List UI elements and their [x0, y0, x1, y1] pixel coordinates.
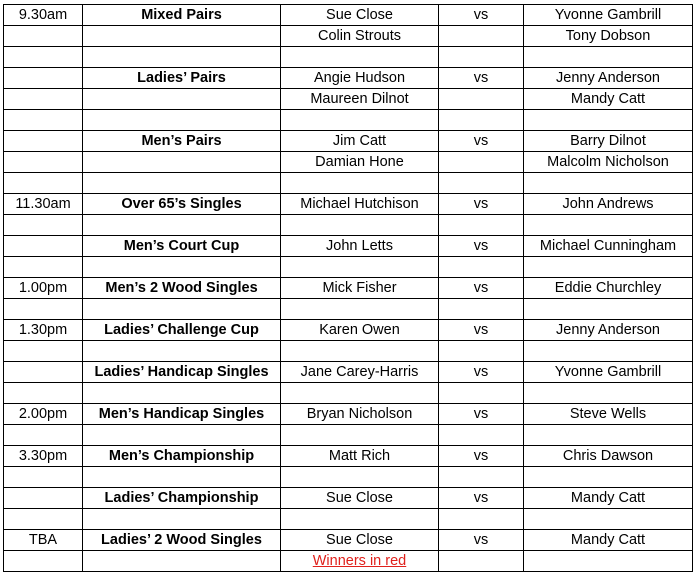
- vs-cell: [439, 26, 524, 47]
- event-cell: Men’s Championship: [83, 446, 281, 467]
- player2-cell: Barry Dilnot: [524, 131, 693, 152]
- fixture-row: [4, 68, 693, 89]
- player1-cell: Michael Hutchison: [281, 194, 439, 215]
- player1-cell: [281, 509, 439, 530]
- event-cell: Mixed Pairs: [83, 5, 281, 26]
- vs-cell: vs: [439, 131, 524, 152]
- time-cell: 2.00pm: [4, 404, 83, 425]
- player2-cell: [524, 110, 693, 131]
- fixture-row: [4, 89, 693, 110]
- event-cell: [83, 89, 281, 110]
- fixture-row: [4, 47, 693, 68]
- vs-cell: [439, 425, 524, 446]
- fixture-row: [4, 341, 693, 362]
- event-cell: Ladies’ Handicap Singles: [83, 362, 281, 383]
- player2-cell: [524, 173, 693, 194]
- event-cell: [83, 299, 281, 320]
- vs-cell: vs: [439, 362, 524, 383]
- event-cell: Men’s Court Cup: [83, 236, 281, 257]
- player1-cell: [281, 215, 439, 236]
- time-cell: [4, 89, 83, 110]
- vs-cell: [439, 110, 524, 131]
- event-cell: [83, 257, 281, 278]
- time-cell: [4, 131, 83, 152]
- time-cell: [4, 362, 83, 383]
- player2-cell: Jenny Anderson: [524, 320, 693, 341]
- time-cell: [4, 110, 83, 131]
- fixture-row: [4, 425, 693, 446]
- player2-cell: [524, 341, 693, 362]
- player1-cell: Maureen Dilnot: [281, 89, 439, 110]
- fixture-row: [4, 488, 693, 509]
- winners-legend: Winners in red: [312, 553, 407, 569]
- vs-cell: vs: [439, 68, 524, 89]
- vs-cell: vs: [439, 194, 524, 215]
- fixture-row: [4, 320, 693, 341]
- legend-cell: [281, 551, 439, 572]
- time-cell: [4, 551, 83, 572]
- event-cell: [83, 173, 281, 194]
- vs-cell: vs: [439, 278, 524, 299]
- vs-cell: vs: [439, 530, 524, 551]
- player2-cell: Tony Dobson: [524, 26, 693, 47]
- legend-row: [4, 551, 693, 572]
- vs-cell: vs: [439, 446, 524, 467]
- vs-cell: [439, 173, 524, 194]
- player2-cell: [524, 299, 693, 320]
- fixture-row: [4, 467, 693, 488]
- player2-cell: [524, 383, 693, 404]
- player1-cell: Jim Catt: [281, 131, 439, 152]
- fixture-row: [4, 152, 693, 173]
- player1-cell: [281, 341, 439, 362]
- fixture-row: [4, 194, 693, 215]
- player2-cell: Eddie Churchley: [524, 278, 693, 299]
- player1-cell: Jane Carey-Harris: [281, 362, 439, 383]
- fixture-row: [4, 530, 693, 551]
- fixture-row: [4, 383, 693, 404]
- time-cell: 9.30am: [4, 5, 83, 26]
- player2-cell: Malcolm Nicholson: [524, 152, 693, 173]
- player1-cell: Matt Rich: [281, 446, 439, 467]
- vs-cell: [439, 509, 524, 530]
- fixture-row: [4, 173, 693, 194]
- player1-cell: Damian Hone: [281, 152, 439, 173]
- event-cell: [83, 551, 281, 572]
- player1-cell: Sue Close: [281, 530, 439, 551]
- vs-cell: [439, 215, 524, 236]
- vs-cell: [439, 341, 524, 362]
- time-cell: [4, 47, 83, 68]
- event-cell: Ladies’ 2 Wood Singles: [83, 530, 281, 551]
- event-cell: Men’s Handicap Singles: [83, 404, 281, 425]
- player2-cell: [524, 215, 693, 236]
- event-cell: [83, 383, 281, 404]
- player2-cell: Mandy Catt: [524, 488, 693, 509]
- time-cell: TBA: [4, 530, 83, 551]
- time-cell: [4, 152, 83, 173]
- event-cell: Ladies’ Pairs: [83, 68, 281, 89]
- player1-cell: John Letts: [281, 236, 439, 257]
- fixture-row: [4, 110, 693, 131]
- time-cell: 11.30am: [4, 194, 83, 215]
- player1-cell: [281, 257, 439, 278]
- vs-cell: vs: [439, 236, 524, 257]
- player1-cell: [281, 467, 439, 488]
- player2-cell: Michael Cunningham: [524, 236, 693, 257]
- player1-cell: Karen Owen: [281, 320, 439, 341]
- event-cell: [83, 467, 281, 488]
- time-cell: [4, 68, 83, 89]
- fixture-row: [4, 26, 693, 47]
- time-cell: 1.30pm: [4, 320, 83, 341]
- fixture-row: [4, 362, 693, 383]
- time-cell: [4, 236, 83, 257]
- vs-cell: vs: [439, 488, 524, 509]
- player1-cell: Colin Strouts: [281, 26, 439, 47]
- player2-cell: Mandy Catt: [524, 530, 693, 551]
- fixture-row: [4, 278, 693, 299]
- time-cell: [4, 383, 83, 404]
- fixture-row: [4, 5, 693, 26]
- time-cell: [4, 425, 83, 446]
- fixture-row: [4, 404, 693, 425]
- event-cell: [83, 26, 281, 47]
- vs-cell: [439, 467, 524, 488]
- player1-cell: [281, 425, 439, 446]
- player1-cell: [281, 383, 439, 404]
- fixture-row: [4, 509, 693, 530]
- event-cell: Ladies’ Challenge Cup: [83, 320, 281, 341]
- player1-cell: Sue Close: [281, 5, 439, 26]
- player2-cell: Yvonne Gambrill: [524, 5, 693, 26]
- vs-cell: [439, 257, 524, 278]
- player2-cell: [524, 551, 693, 572]
- time-cell: [4, 173, 83, 194]
- fixture-row: [4, 131, 693, 152]
- player2-cell: Jenny Anderson: [524, 68, 693, 89]
- time-cell: [4, 257, 83, 278]
- time-cell: [4, 467, 83, 488]
- event-cell: [83, 152, 281, 173]
- time-cell: [4, 26, 83, 47]
- fixture-row: [4, 236, 693, 257]
- event-cell: Men’s 2 Wood Singles: [83, 278, 281, 299]
- player1-cell: Bryan Nicholson: [281, 404, 439, 425]
- event-cell: Men’s Pairs: [83, 131, 281, 152]
- event-cell: [83, 215, 281, 236]
- player2-cell: [524, 425, 693, 446]
- event-cell: [83, 509, 281, 530]
- vs-cell: vs: [439, 404, 524, 425]
- player1-cell: [281, 173, 439, 194]
- event-cell: [83, 110, 281, 131]
- fixtures-body: [4, 5, 693, 551]
- event-cell: [83, 341, 281, 362]
- player2-cell: [524, 47, 693, 68]
- player2-cell: Chris Dawson: [524, 446, 693, 467]
- vs-cell: vs: [439, 5, 524, 26]
- time-cell: [4, 341, 83, 362]
- player1-cell: [281, 47, 439, 68]
- player1-cell: [281, 299, 439, 320]
- time-cell: [4, 509, 83, 530]
- vs-cell: [439, 551, 524, 572]
- player2-cell: [524, 467, 693, 488]
- player1-cell: [281, 110, 439, 131]
- event-cell: [83, 425, 281, 446]
- vs-cell: [439, 47, 524, 68]
- vs-cell: [439, 89, 524, 110]
- vs-cell: [439, 299, 524, 320]
- fixtures-table: [3, 4, 693, 572]
- event-cell: [83, 47, 281, 68]
- time-cell: 1.00pm: [4, 278, 83, 299]
- time-cell: [4, 215, 83, 236]
- time-cell: [4, 488, 83, 509]
- player2-cell: [524, 257, 693, 278]
- time-cell: 3.30pm: [4, 446, 83, 467]
- fixture-row: [4, 215, 693, 236]
- player2-cell: Steve Wells: [524, 404, 693, 425]
- fixture-row: [4, 446, 693, 467]
- time-cell: [4, 299, 83, 320]
- player2-cell: Mandy Catt: [524, 89, 693, 110]
- fixture-row: [4, 257, 693, 278]
- player2-cell: [524, 509, 693, 530]
- fixture-row: [4, 299, 693, 320]
- player1-cell: Sue Close: [281, 488, 439, 509]
- player1-cell: Angie Hudson: [281, 68, 439, 89]
- vs-cell: vs: [439, 320, 524, 341]
- event-cell: Ladies’ Championship: [83, 488, 281, 509]
- player1-cell: Mick Fisher: [281, 278, 439, 299]
- player2-cell: John Andrews: [524, 194, 693, 215]
- vs-cell: [439, 152, 524, 173]
- player2-cell: Yvonne Gambrill: [524, 362, 693, 383]
- vs-cell: [439, 383, 524, 404]
- event-cell: Over 65’s Singles: [83, 194, 281, 215]
